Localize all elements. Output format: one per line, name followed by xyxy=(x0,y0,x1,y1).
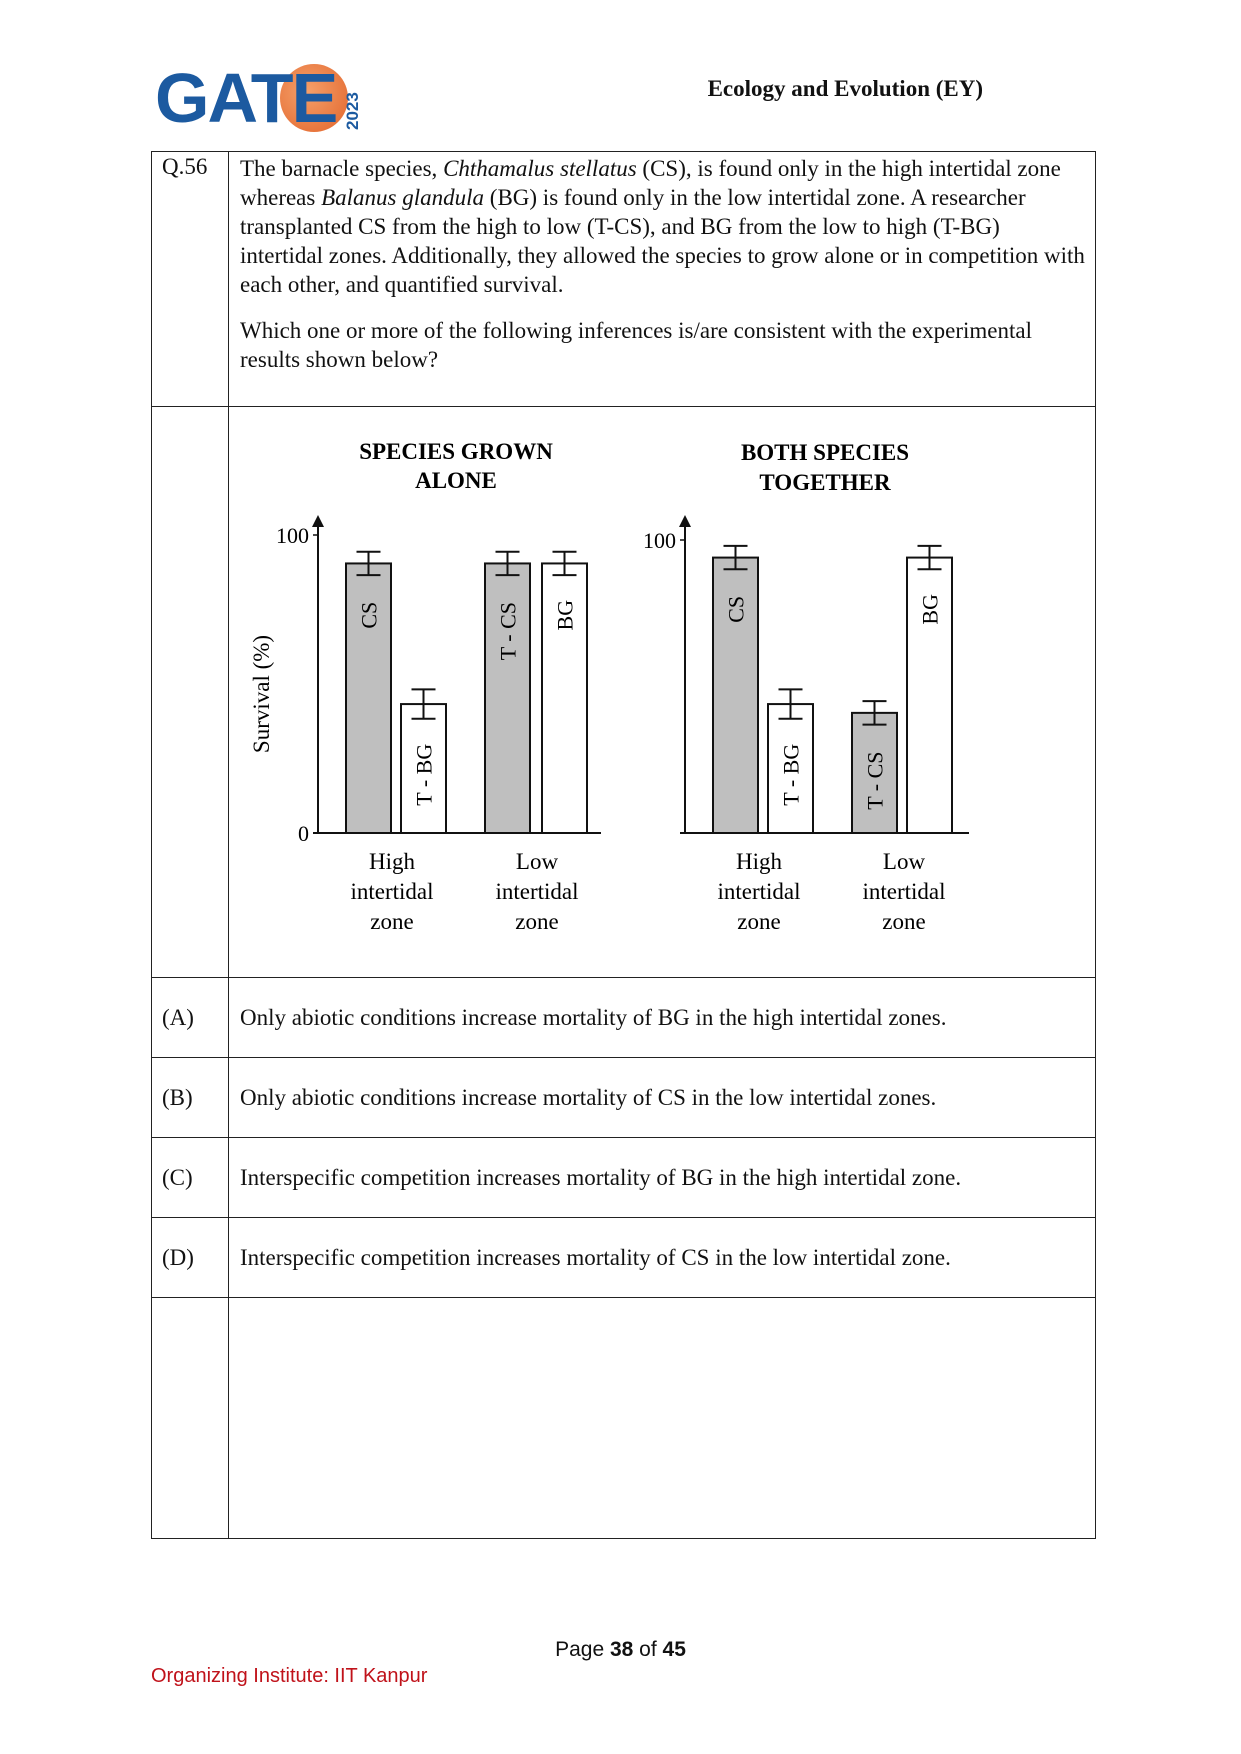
question-stem xyxy=(229,152,1096,407)
option-text: Only abiotic conditions increase mortality of BG in the high intertidal zones. xyxy=(229,978,1096,1058)
figure-cell xyxy=(229,407,1096,978)
option-key: (A) xyxy=(152,978,229,1058)
answer-space xyxy=(229,1298,1096,1539)
gate-logo xyxy=(155,58,365,138)
question-table xyxy=(151,151,1096,1539)
option-key: (B) xyxy=(152,1058,229,1138)
chart-title-line-1: SPECIES GROWN xyxy=(359,439,553,464)
chart-title-line-1: BOTH SPECIES xyxy=(740,440,910,465)
page-current: 38 xyxy=(609,1638,634,1661)
question-number: Q.56 xyxy=(152,152,229,407)
page-number xyxy=(0,1638,1241,1662)
option-text: Interspecific competition increases mortality of CS in the low intertidal zone. xyxy=(229,1218,1096,1298)
y-tick-label: 100 xyxy=(643,528,676,553)
option-b[interactable] xyxy=(152,1058,1096,1138)
option-text: Only abiotic conditions increase mortality of CS in the low intertidal zones. xyxy=(229,1058,1096,1138)
survival-chart xyxy=(229,407,1095,977)
bar-label: T - CS xyxy=(495,602,521,661)
answer-space-number xyxy=(152,1298,229,1539)
y-tick-label: 0 xyxy=(298,821,309,846)
y-axis-arrow-icon xyxy=(312,515,324,527)
x-group-label: zone xyxy=(882,909,926,934)
option-a[interactable] xyxy=(152,978,1096,1058)
subject-title: Ecology and Evolution (EY) xyxy=(707,76,983,101)
organizer-text: Organizing Institute: IIT Kanpur xyxy=(151,1665,428,1687)
logo-year: 2023 xyxy=(343,92,362,130)
option-text: Interspecific competition increases mortality of BG in the high intertidal zone. xyxy=(229,1138,1096,1218)
x-group-label: zone xyxy=(515,909,559,934)
figure-number-cell xyxy=(152,407,229,978)
species-name-bg: Balanus glandula xyxy=(321,185,485,210)
stem-text: (BG) is found only in the low intertidal zone. A researcher transplanted CS from the high to low (T-CS), and BG from the low to high (T-BG) intertidal zones. Additionally, they allowed the species to grow alone or in competition with each other, and quantified survival. xyxy=(240,185,1085,297)
bar-label: T - CS xyxy=(862,751,888,810)
x-group-label: zone xyxy=(737,909,781,934)
x-group-label: intertidal xyxy=(717,879,801,904)
x-group-label: intertidal xyxy=(862,879,946,904)
x-group-label: High xyxy=(369,849,415,874)
x-group-label: Low xyxy=(515,849,559,874)
bar-label: CS xyxy=(723,595,749,623)
bar-label: T - BG xyxy=(411,743,437,806)
x-group-label: Low xyxy=(882,849,926,874)
stem-text: (CS), is found only in the high intertidal zone whereas xyxy=(240,156,1061,210)
option-d[interactable] xyxy=(152,1218,1096,1298)
bar-label: BG xyxy=(917,594,943,625)
page-prefix: Page xyxy=(555,1638,610,1661)
x-group-label: zone xyxy=(370,909,414,934)
y-tick-label: 100 xyxy=(276,523,309,548)
option-key: (C) xyxy=(152,1138,229,1218)
x-group-label: High xyxy=(736,849,782,874)
bar-label: CS xyxy=(356,601,382,629)
bar-label: T - BG xyxy=(778,743,804,806)
page-total: 45 xyxy=(662,1638,686,1661)
x-group-label: intertidal xyxy=(495,879,579,904)
logo-text: GATE xyxy=(155,59,337,137)
y-axis-label: Survival (%) xyxy=(249,634,274,754)
y-axis-arrow-icon xyxy=(679,515,691,527)
option-key: (D) xyxy=(152,1218,229,1298)
option-c[interactable] xyxy=(152,1138,1096,1218)
page-of: of xyxy=(633,1638,663,1661)
stem-paragraph-2: Which one or more of the following inferences is/are consistent with the experimental results shown below? xyxy=(240,318,1032,372)
bar-label: BG xyxy=(552,599,578,631)
chart-title-line-2: TOGETHER xyxy=(759,470,891,495)
chart-title-line-2: ALONE xyxy=(415,468,497,493)
stem-text: The barnacle species, xyxy=(240,156,444,181)
stem-paragraph-1 xyxy=(240,154,1085,299)
species-name-cs: Chthamalus stellatus xyxy=(443,156,637,181)
x-group-label: intertidal xyxy=(350,879,434,904)
